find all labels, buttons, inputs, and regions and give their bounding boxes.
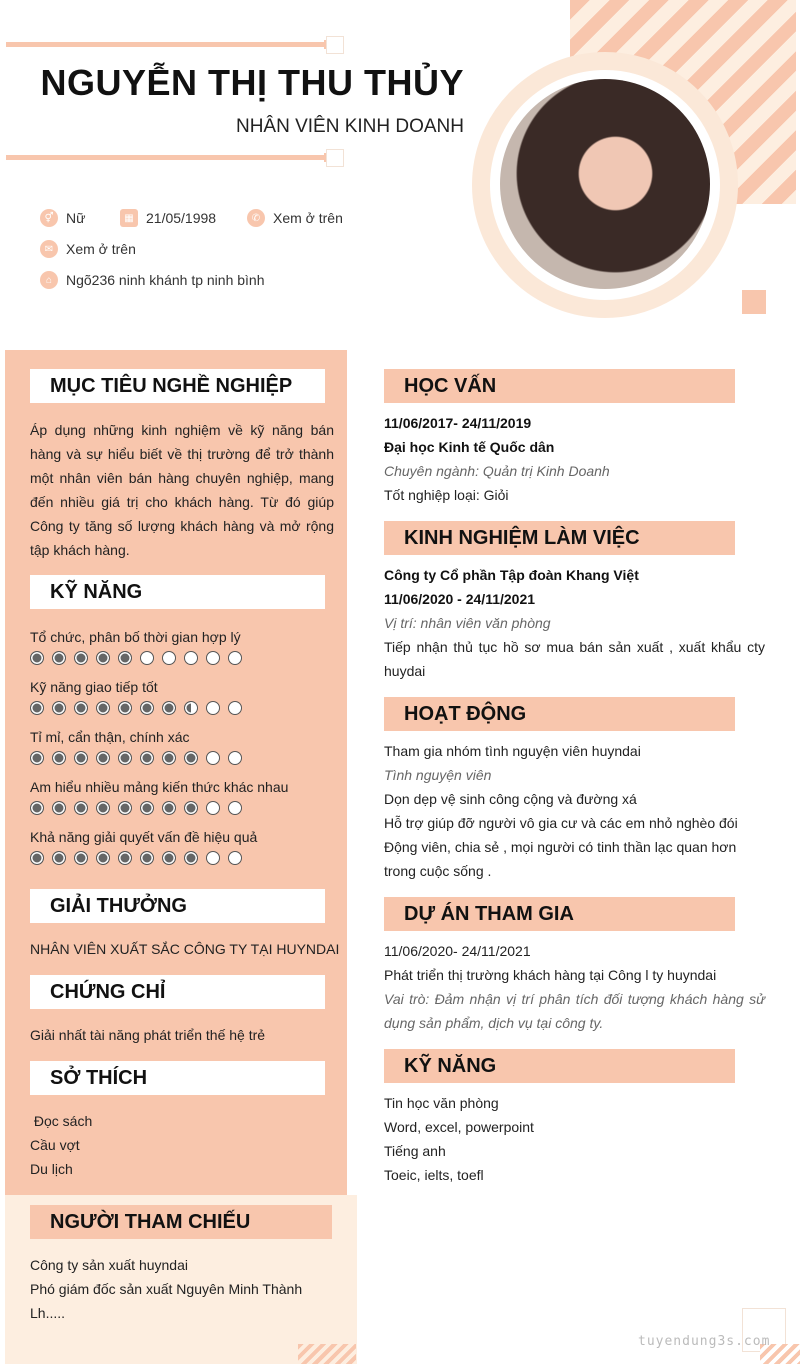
rating-dot: [228, 851, 242, 865]
skill-rating: [30, 801, 242, 815]
rating-dot: [30, 801, 44, 815]
rating-dot: [30, 701, 44, 715]
rating-dot: [52, 701, 66, 715]
rating-dot: [74, 751, 88, 765]
activities-org: Tham gia nhóm tình nguyện viên huyndai: [384, 743, 641, 759]
skill-item: Toeic, ielts, toefl: [384, 1167, 484, 1183]
objective-text: Áp dụng những kinh nghiệm về kỹ năng bán hàng và sự hiểu biết về thị trường để trở thành một nhân viên bán hàng chuyên nghiệp, mang đến nhiều giá trị cho khách hàng. Từ đó giúp Công ty tăng số lượng khách hàng và mở rộng tập khách hàng.: [30, 422, 334, 558]
awards-heading: GIẢI THƯỞNG: [30, 889, 325, 923]
rating-dot: [52, 851, 66, 865]
awards-text: NHÂN VIÊN XUẤT SẮC CÔNG TY TẠI HUYNDAI: [30, 941, 340, 957]
rating-dot: [162, 851, 176, 865]
skill-label: Tỉ mỉ, cẩn thận, chính xác: [30, 729, 190, 745]
rating-dot: [228, 701, 242, 715]
gender-value: Nữ: [66, 210, 86, 226]
rating-dot: [140, 751, 154, 765]
decorative-line-bottom: [6, 155, 324, 160]
skill-rating: [30, 751, 242, 765]
rating-dot: [96, 701, 110, 715]
rating-dot: [74, 801, 88, 815]
info-address: [40, 271, 265, 289]
email-icon: ✉: [40, 240, 58, 258]
project-role: Vai trò: Đảm nhận vị trí phân tích đối tượng khách hàng sử dụng sản phẩm, dịch vụ tại công ty.: [384, 991, 765, 1031]
skill-item: Tiếng anh: [384, 1143, 446, 1159]
rating-dot: [118, 751, 132, 765]
rating-dot: [184, 651, 198, 665]
reference-item: Phó giám đốc sản xuất Nguyên Minh Thành: [30, 1281, 303, 1297]
rating-dot: [96, 801, 110, 815]
skill-item: Tin học văn phòng: [384, 1095, 499, 1111]
decorative-line-top: [6, 42, 324, 47]
experience-heading: KINH NGHIỆM LÀM VIỆC: [384, 521, 735, 555]
reference-item: Lh.....: [30, 1305, 66, 1321]
activities-role: Tình nguyện viên: [384, 767, 492, 783]
rating-dot: [206, 851, 220, 865]
skills-heading-left: KỸ NĂNG: [30, 575, 325, 609]
rating-dot: [206, 701, 220, 715]
reference-item: Công ty sản xuất huyndai: [30, 1257, 188, 1273]
rating-dot: [74, 651, 88, 665]
skill-item: Word, excel, powerpoint: [384, 1119, 534, 1135]
calendar-icon: ▦: [120, 209, 138, 227]
activities-heading: HOẠT ĐỘNG: [384, 697, 735, 731]
rating-dot: [162, 701, 176, 715]
projects-heading: DỰ ÁN THAM GIA: [384, 897, 735, 931]
home-icon: ⌂: [40, 271, 58, 289]
skill-label: Tổ chức, phân bố thời gian hợp lý: [30, 629, 241, 645]
objective-heading: MỤC TIÊU NGHỀ NGHIỆP: [30, 369, 325, 403]
activity-item: Hỗ trợ giúp đỡ người vô gia cư và các em nhỏ nghèo đói: [384, 815, 738, 831]
rating-dot: [96, 751, 110, 765]
rating-dot: [184, 701, 198, 715]
rating-dot: [96, 851, 110, 865]
info-gender: [40, 209, 85, 227]
rating-dot: [30, 751, 44, 765]
certificates-text: Giải nhất tài năng phát triển thế hệ trẻ: [30, 1027, 266, 1043]
experience-role: Vị trí: nhân viên văn phòng: [384, 615, 551, 631]
rating-dot: [228, 801, 242, 815]
skill-label: Khả năng giải quyết vấn đề hiệu quả: [30, 829, 258, 845]
gender-icon: ⚥: [40, 209, 58, 227]
rating-dot: [74, 851, 88, 865]
hobby-item: Đọc sách: [30, 1113, 93, 1129]
skill-label: Kỹ năng giao tiếp tốt: [30, 679, 158, 695]
hobby-item: Cầu vợt: [30, 1137, 80, 1153]
rating-dot: [162, 751, 176, 765]
candidate-name: NGUYỄN THỊ THU THỦY: [40, 62, 464, 103]
rating-dot: [52, 751, 66, 765]
activity-item: Dọn dẹp vệ sinh công cộng và đường xá: [384, 791, 637, 807]
hobby-item: Du lịch: [30, 1161, 73, 1177]
skill-label: Am hiểu nhiều mảng kiến thức khác nhau: [30, 779, 289, 795]
rating-dot: [184, 851, 198, 865]
rating-dot: [140, 701, 154, 715]
experience-description: Tiếp nhận thủ tục hồ sơ mua bán sản xuất , xuất khẩu cty huydai: [384, 639, 765, 679]
rating-dot: [140, 851, 154, 865]
rating-dot: [184, 801, 198, 815]
rating-dot: [96, 651, 110, 665]
activity-item: Động viên, chia sẻ , mọi người có tinh thần lạc quan hơn trong cuộc sống .: [384, 839, 737, 879]
education-date: 11/06/2017- 24/11/2019: [384, 415, 532, 431]
candidate-position: NHÂN VIÊN KINH DOANH: [235, 116, 464, 137]
experience-company: Công ty Cổ phần Tập đoàn Khang Việt: [384, 567, 639, 583]
certificates-heading: CHỨNG CHỈ: [30, 975, 325, 1009]
rating-dot: [228, 751, 242, 765]
skill-rating: [30, 651, 242, 665]
project-date: 11/06/2020- 24/11/2021: [384, 943, 531, 959]
rating-dot: [140, 651, 154, 665]
skill-rating: [30, 701, 242, 715]
education-grade: Tốt nghiệp loại: Giỏi: [384, 487, 509, 503]
decorative-square: [742, 290, 766, 314]
phone-value: Xem ở trên: [273, 210, 343, 226]
rating-dot: [52, 801, 66, 815]
experience-date: 11/06/2020 - 24/11/2021: [384, 591, 536, 607]
rating-dot: [74, 701, 88, 715]
rating-dot: [52, 651, 66, 665]
rating-dot: [30, 851, 44, 865]
education-major: Chuyên ngành: Quản trị Kinh Doanh: [384, 463, 610, 479]
rating-dot: [118, 801, 132, 815]
skills-heading-right: KỸ NĂNG: [384, 1049, 735, 1083]
skill-rating: [30, 851, 242, 865]
phone-icon: ✆: [247, 209, 265, 227]
rating-dot: [228, 651, 242, 665]
rating-dot: [30, 651, 44, 665]
hobbies-heading: SỞ THÍCH: [30, 1061, 325, 1095]
info-phone: [247, 209, 343, 227]
project-name: Phát triển thị trường khách hàng tại Công l ty huyndai: [384, 967, 717, 983]
rating-dot: [118, 851, 132, 865]
rating-dot: [206, 801, 220, 815]
decorative-corner-stripes: [298, 1344, 356, 1364]
rating-dot: [140, 801, 154, 815]
avatar: [500, 79, 710, 289]
references-heading: NGƯỜI THAM CHIẾU: [30, 1205, 332, 1239]
education-school: Đại học Kinh tế Quốc dân: [384, 439, 555, 455]
rating-dot: [162, 651, 176, 665]
info-email: [40, 240, 136, 258]
birthday-value: 21/05/1998: [146, 210, 217, 226]
info-birthday: [120, 209, 216, 227]
watermark: tuyendung3s.com: [638, 1334, 771, 1349]
rating-dot: [118, 651, 132, 665]
address-value: Ngõ236 ninh khánh tp ninh bình: [66, 272, 265, 288]
education-heading: HỌC VẤN: [384, 369, 735, 403]
rating-dot: [184, 751, 198, 765]
email-value: Xem ở trên: [66, 241, 136, 257]
rating-dot: [118, 701, 132, 715]
rating-dot: [206, 751, 220, 765]
rating-dot: [162, 801, 176, 815]
rating-dot: [206, 651, 220, 665]
